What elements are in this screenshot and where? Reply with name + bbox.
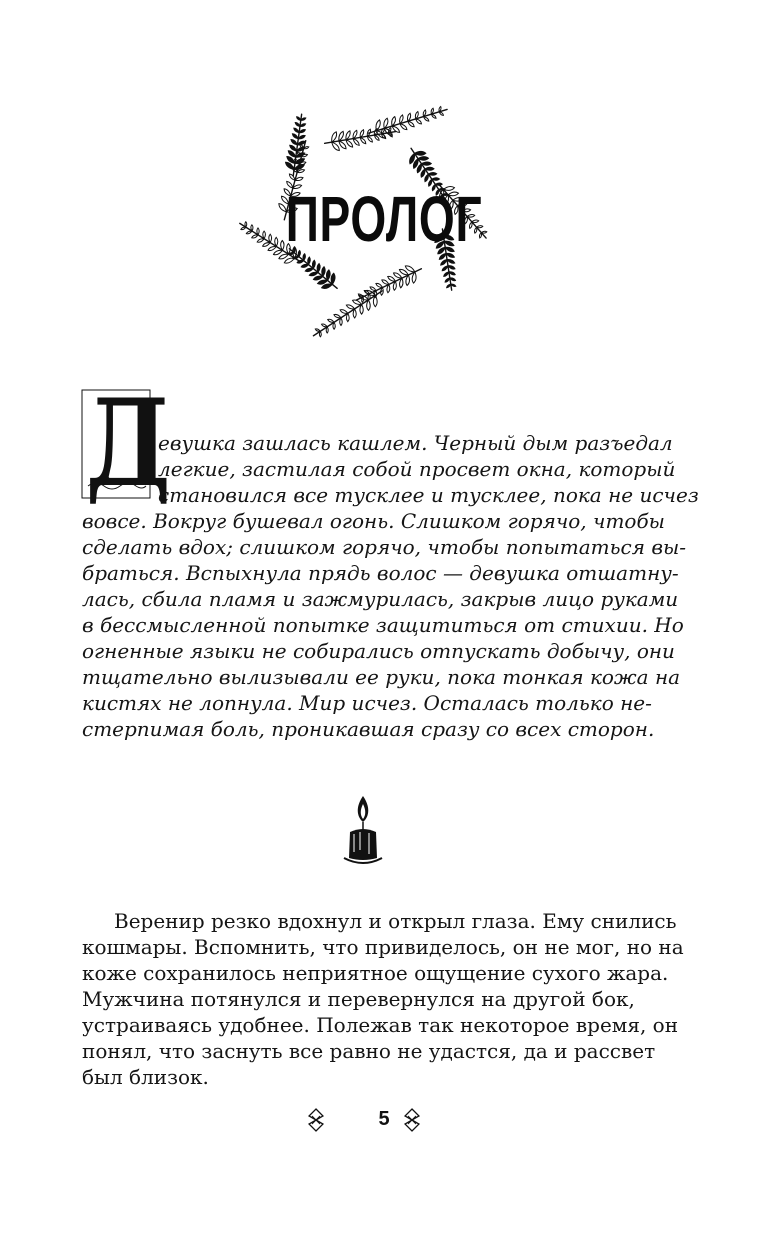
prologue-line: евушка зашлась кашлем. Черный дым разъедал [158, 431, 673, 455]
prologue-line: становился все тусклее и тусклее, пока не исчез [158, 483, 699, 507]
drop-cap-letter: Д [85, 373, 171, 514]
page-footer [300, 1104, 468, 1140]
prologue-line: огненные языки не собирались отпускать добычу, они [82, 639, 675, 663]
prologue-line: сделать вдох; слишком горячо, чтобы попытаться вы- [82, 535, 687, 559]
main-line: был близок. [82, 1065, 209, 1089]
drop-cap [78, 373, 171, 514]
page-number: 5 [378, 1108, 390, 1130]
chapter-title: ПРОЛОГ [285, 183, 483, 255]
prologue-line: браться. Вспыхнула прядь волос — девушка отшатну- [82, 561, 679, 585]
prologue-line: тщательно вылизывали ее руки, пока тонкая кожа на [82, 665, 681, 689]
prologue-line: стерпимая боль, проникавшая сразу со всех сторон. [82, 717, 655, 741]
main-line: Мужчина потянулся и перевернулся на другой бок, [82, 987, 635, 1011]
prologue-line: кистях не лопнула. Мир исчез. Осталась только не- [82, 691, 652, 715]
prologue-line: вовсе. Вокруг бушевал огонь. Слишком горячо, чтобы [82, 509, 665, 533]
main-line: коже сохранилось неприятное ощущение сухого жара. [82, 961, 669, 985]
main-line: Веренир резко вдохнул и открыл глаза. Ему снились [114, 909, 677, 933]
ornament-icon [404, 1108, 420, 1132]
main-line: кошмары. Вспомнить, что привиделось, он не мог, но на [82, 935, 684, 959]
prologue-line: легкие, застилая собой просвет окна, который [158, 457, 676, 481]
main-line: устраиваясь удобнее. Полежав так некоторое время, он [82, 1013, 679, 1037]
main-line: понял, что заснуть все равно не удастся, да и рассвет [82, 1039, 656, 1063]
candle-icon [340, 792, 386, 866]
prologue-line: лась, сбила пламя и зажмурилась, закрыв лицо руками [82, 587, 679, 611]
prologue-line: в бессмысленной попытке защититься от стихии. Но [82, 613, 684, 637]
